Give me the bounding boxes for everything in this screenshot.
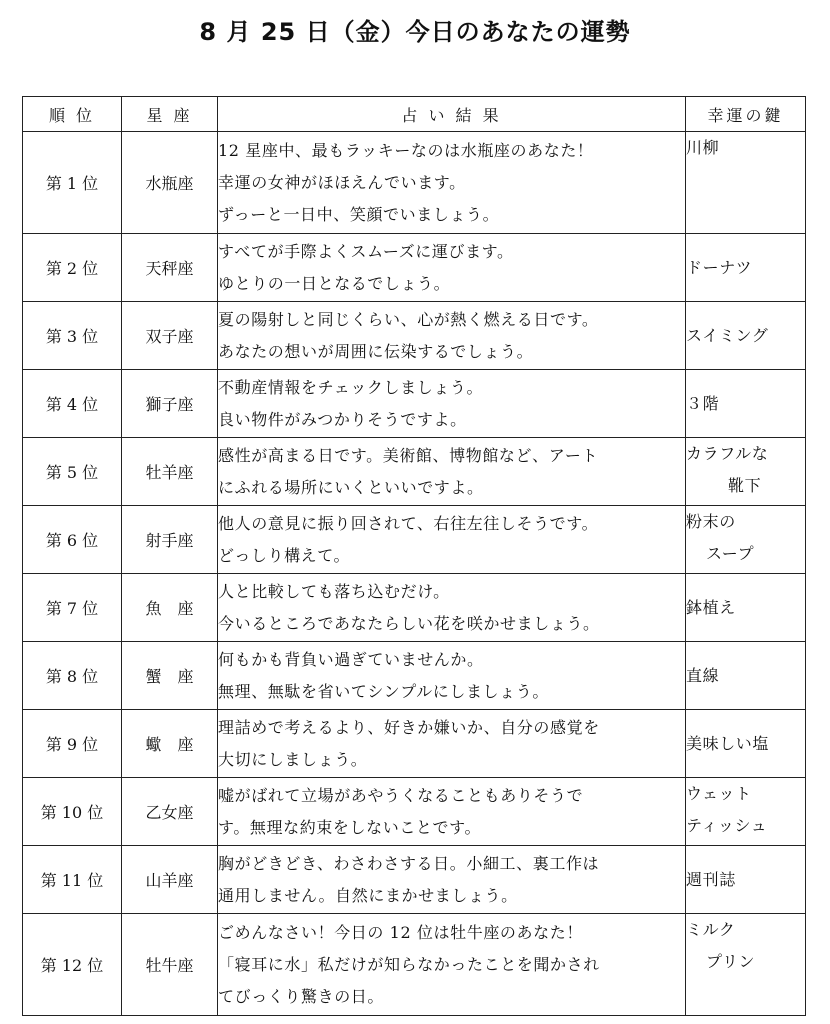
key-line: プリン [706, 952, 756, 971]
result-cell [218, 574, 686, 642]
result-cell [218, 370, 686, 438]
rank-cell: 第 1 位 [23, 132, 122, 234]
result-cell [218, 914, 686, 1016]
result-cell [218, 438, 686, 506]
result-cell [218, 846, 686, 914]
result-line: 人と比較しても落ち込むだけ。 [218, 581, 450, 601]
table-row [23, 778, 806, 846]
table-row [23, 132, 806, 234]
sign-cell: 双子座 [122, 302, 218, 370]
table-row [23, 710, 806, 778]
key-line: 川柳 [686, 138, 720, 157]
rank-cell: 第 11 位 [23, 846, 122, 914]
result-line: 理詰めで考えるより、好きか嫌いか、自分の感覚を [218, 717, 600, 737]
table-row [23, 914, 806, 1016]
result-cell [218, 234, 686, 302]
result-line: すべてが手際よくスムーズに運びます。 [218, 241, 514, 261]
result-cell [218, 710, 686, 778]
result-line: 大切にしましょう。 [218, 749, 368, 769]
result-cell [218, 642, 686, 710]
rank-cell: 第 8 位 [23, 642, 122, 710]
key-line: ウェット [686, 784, 752, 803]
key-line: ティッシュ [686, 816, 768, 835]
key-line: 靴下 [728, 476, 762, 495]
key-line: 鉢植え [686, 597, 736, 617]
key-line: ３階 [686, 393, 720, 413]
key-cell [686, 710, 806, 778]
sign-cell: 蠍 座 [122, 710, 218, 778]
key-cell [686, 506, 806, 574]
table-row [23, 506, 806, 574]
result-line: ごめんなさい！今日の 12 位は牡牛座のあなた！ [218, 922, 583, 942]
header-rank: 順 位 [23, 97, 122, 132]
result-line: どっしり構えて。 [218, 545, 351, 565]
result-line: 胸がどきどき、わさわさする日。小細工、裏工作は [218, 853, 600, 873]
rank-cell: 第 6 位 [23, 506, 122, 574]
table-row [23, 574, 806, 642]
result-line: にふれる場所にいくといいですよ。 [218, 477, 484, 497]
header-result: 占 い 結 果 [218, 97, 686, 132]
result-cell [218, 778, 686, 846]
result-line: 通用しません。自然にまかせましょう。 [218, 885, 518, 905]
key-line: カラフルな [686, 444, 769, 463]
key-line: 直線 [686, 665, 720, 685]
result-line: 12 星座中、最もラッキーなのは水瓶座のあなた！ [218, 140, 594, 160]
sign-cell: 牡羊座 [122, 438, 218, 506]
key-cell [686, 846, 806, 914]
sign-cell: 魚 座 [122, 574, 218, 642]
rank-cell: 第 7 位 [23, 574, 122, 642]
key-line: 週刊誌 [686, 869, 736, 889]
table-row [23, 302, 806, 370]
key-line: 美味しい塩 [686, 733, 770, 753]
sign-cell: 射手座 [122, 506, 218, 574]
result-cell [218, 132, 686, 234]
page-title: 8 月 25 日（金）今日のあなたの運勢 [199, 18, 631, 46]
key-cell [686, 234, 806, 302]
result-line: 「寝耳に水」私だけが知らなかったことを聞かされ [218, 954, 600, 974]
sign-cell: 天秤座 [122, 234, 218, 302]
result-line: 他人の意見に振り回されて、右往左往しそうです。 [218, 513, 599, 533]
result-line: 無理、無駄を省いてシンプルにしましょう。 [218, 681, 549, 701]
rank-cell: 第 10 位 [23, 778, 122, 846]
key-line: スープ [706, 544, 755, 563]
key-cell [686, 302, 806, 370]
result-line: 夏の陽射しと同じくらい、心が熱く燃える日です。 [218, 309, 599, 329]
key-line: ミルク [686, 920, 736, 939]
key-line: 粉末の [686, 512, 736, 531]
rank-cell: 第 3 位 [23, 302, 122, 370]
table-row [23, 846, 806, 914]
rank-cell: 第 4 位 [23, 370, 122, 438]
result-line: 今いるところであなたらしい花を咲かせましょう。 [218, 613, 600, 633]
header-sign: 星 座 [122, 97, 218, 132]
table-row [23, 642, 806, 710]
sign-cell: 山羊座 [122, 846, 218, 914]
result-cell [218, 302, 686, 370]
result-line: 良い物件がみつかりそうですよ。 [218, 409, 467, 429]
rank-cell: 第 5 位 [23, 438, 122, 506]
result-line: す。無理な約束をしないことです。 [218, 817, 482, 837]
result-cell [218, 506, 686, 574]
key-cell [686, 778, 806, 846]
key-line: ドーナツ [686, 257, 753, 277]
result-line: 何もかも背負い過ぎていませんか。 [218, 649, 484, 669]
result-line: 幸運の女神がほほえんでいます。 [218, 172, 466, 192]
table-row [23, 370, 806, 438]
table-row [23, 438, 806, 506]
sign-cell: 乙女座 [122, 778, 218, 846]
result-line: 嘘がばれて立場があやうくなることもありそうで [218, 785, 584, 805]
sign-cell: 蟹 座 [122, 642, 218, 710]
key-cell [686, 132, 806, 234]
result-line: あなたの想いが周囲に伝染するでしょう。 [218, 341, 534, 361]
rank-cell: 第 2 位 [23, 234, 122, 302]
table-row [23, 234, 806, 302]
rank-cell: 第 12 位 [23, 914, 122, 1016]
key-cell [686, 574, 806, 642]
key-cell [686, 370, 806, 438]
result-line: ゆとりの一日となるでしょう。 [218, 273, 451, 293]
key-cell [686, 642, 806, 710]
header-key: 幸運の鍵 [686, 97, 806, 132]
result-line: てびっくり驚きの日。 [218, 986, 385, 1006]
sign-cell: 牡牛座 [122, 914, 218, 1016]
key-cell [686, 914, 806, 1016]
result-line: 感性が高まる日です。美術館、博物館など、アート [218, 445, 599, 465]
header-row [23, 97, 806, 132]
key-line: スイミング [686, 325, 769, 345]
key-cell [686, 438, 806, 506]
sign-cell: 獅子座 [122, 370, 218, 438]
sign-cell: 水瓶座 [122, 132, 218, 234]
result-line: ずっーと一日中、笑顔でいましょう。 [218, 204, 500, 224]
result-line: 不動産情報をチェックしましょう。 [218, 377, 484, 397]
fortune-table [22, 96, 806, 1016]
rank-cell: 第 9 位 [23, 710, 122, 778]
